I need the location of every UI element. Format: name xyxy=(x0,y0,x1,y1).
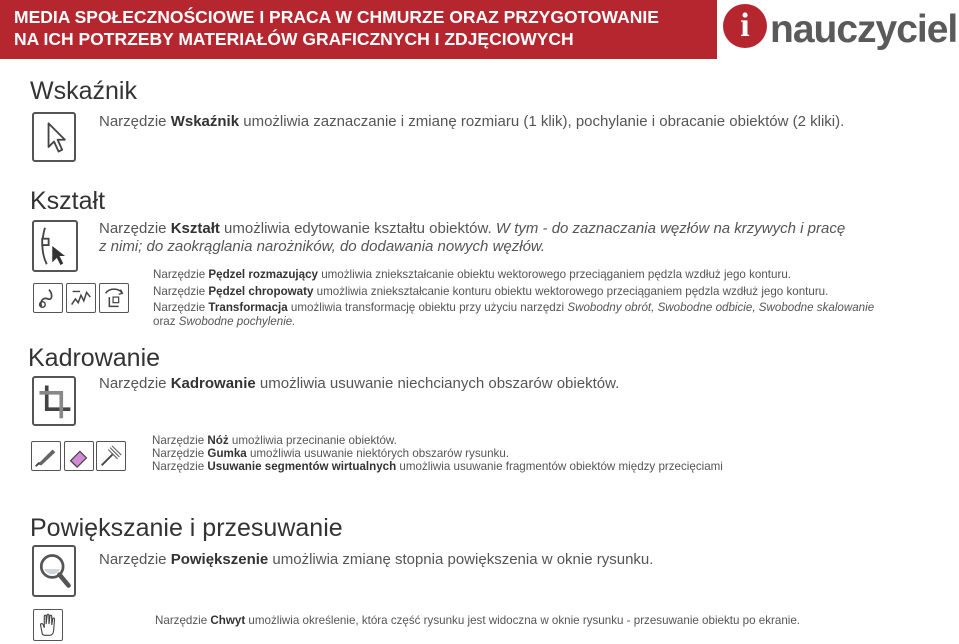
wskaznik-description: Narzędzie Wskaźnik umożliwia zaznaczanie i zmianę rozmiaru (1 klik), pochylanie i obracanie obiektów (2 kliki). xyxy=(99,113,845,130)
kadrowanie-description: Narzędzie Kadrowanie umożliwia usuwanie niechcianych obszarów obiektów. xyxy=(99,375,620,392)
eraser-icon xyxy=(64,441,94,471)
transform-description-line-2: oraz Swobodne pochylenie. xyxy=(153,315,296,328)
knife-icon xyxy=(31,441,61,471)
pointer-icon xyxy=(32,112,76,162)
title-line-2: NA ICH POTRZEBY MATERIAŁÓW GRAFICZNYCH I ZDJĘCIOWYCH xyxy=(14,29,574,49)
logo-text: nauczyciel xyxy=(770,8,958,51)
transform-icon xyxy=(99,283,129,313)
page-title xyxy=(14,6,659,50)
section-title-kadrowanie: Kadrowanie xyxy=(28,344,161,372)
logo-initial: i xyxy=(740,7,750,44)
hand-description: Narzędzie Chwyt umożliwia określenie, która część rysunku jest widoczna w oknie rysunku - przesuwanie obiektu po ekranie. xyxy=(155,614,801,627)
shape-tool-icon xyxy=(32,220,78,272)
roughen-brush-icon xyxy=(66,283,96,313)
hand-icon xyxy=(33,609,63,641)
powiekszanie-description: Narzędzie Powiększenie umożliwia zmianę stopnia powiększenia w oknie rysunku. xyxy=(99,551,654,568)
virtual-segment-delete-icon xyxy=(96,441,126,471)
ksztalt-description-line-2: z nimi; do zaokrąglania narożników, do dodawania nowych węzłów. xyxy=(99,238,546,255)
section-title-wskaznik: Wskaźnik xyxy=(30,77,137,105)
section-title-ksztalt: Kształt xyxy=(30,187,106,215)
roughen-brush-description: Narzędzie Pędzel chropowaty umożliwia zniekształcanie konturu obiektu wektorowego przeciąganiem pędzla wzdłuż jego konturu. xyxy=(153,285,829,298)
smudge-brush-icon xyxy=(33,283,63,313)
knife-description: Narzędzie Nóż umożliwia przecinanie obiektów. xyxy=(152,434,397,447)
zoom-icon xyxy=(32,545,76,597)
ksztalt-description-line-1: Narzędzie Kształt umożliwia edytowanie kształtu obiektów. W tym - do zaznaczania węzłów na krzywych i pracę xyxy=(99,220,846,237)
transform-description: Narzędzie Transformacja umożliwia transformację obiektu przy użyciu narzędzi Swobodny obrót, Swobodne odbicie, Swobodne skalowanie xyxy=(153,301,875,314)
smudge-brush-description: Narzędzie Pędzel rozmazujący umożliwia zniekształcanie obiektu wektorowego przeciąganiem pędzla wzdłuż jego konturu. xyxy=(153,268,791,281)
section-title-powiekszanie: Powiększanie i przesuwanie xyxy=(30,514,343,542)
eraser-description: Narzędzie Gumka umożliwia usuwanie niektórych obszarów rysunku. xyxy=(152,447,509,460)
title-line-1: MEDIA SPOŁECZNOŚCIOWE I PRACA W CHMURZE ORAZ PRZYGOTOWANIE xyxy=(14,7,659,27)
crop-icon xyxy=(32,376,76,426)
virtual-segment-delete-description: Narzędzie Usuwanie segmentów wirtualnych umożliwia usuwanie fragmentów obiektów między przecięciami xyxy=(152,460,723,473)
